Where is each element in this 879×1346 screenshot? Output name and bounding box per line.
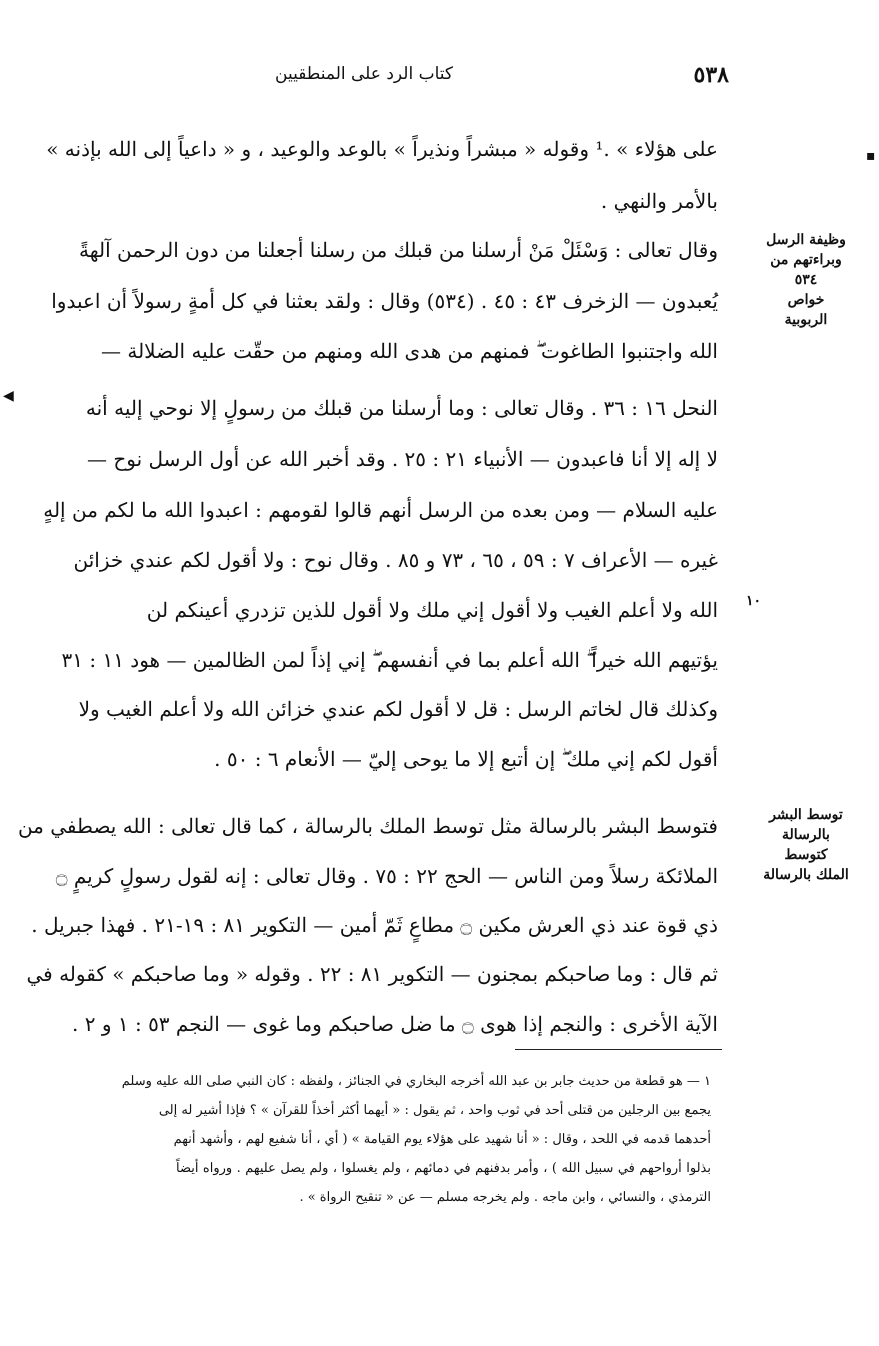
print-mark: ◀ bbox=[3, 388, 14, 404]
text-line: بالأمر والنهي . bbox=[600, 189, 718, 213]
text-line: وكذلك قال لخاتم الرسل : قل لا أقول لكم عندي خزائن الله ولا أعلم الغيب ولا bbox=[78, 697, 718, 721]
text-line: على هؤلاء » .¹ وقوله « مبشراً ونذيراً » بالوعد والوعيد ، و « داعياً إلى الله بإذنه » bbox=[46, 137, 718, 161]
text-line: غيره — الأعراف ٧ : ٥٩ ، ٦٥ ، ٧٣ و ٨٥ . وقال نوح : ولا أقول لكم عندي خزائن bbox=[73, 548, 718, 572]
page-title: كتاب الرد على المنطقيين bbox=[275, 64, 454, 84]
text-line: لا إله إلا أنا فاعبدون — الأنبياء ٢١ : ٢٥ . وقد أخبر الله عن أول الرسل نوح — bbox=[86, 447, 718, 471]
text-line: وقال تعالى : وَسْئَلْ مَنْ أرسلنا من قبلك من رسلنا أجعلنا من دون الرحمن آلهةً bbox=[79, 238, 718, 262]
text-line: عليه السلام — ومن بعده من الرسل أنهم قالوا لقومهم : اعبدوا الله ما لكم من إلهٍ bbox=[43, 498, 718, 522]
text-line: النحل ١٦ : ٣٦ . وقال تعالى : وما أرسلنا من قبلك من رسولٍ إلا نوحي إليه أنه bbox=[85, 396, 718, 420]
footnote-line: أحدهما قدمه في اللحد ، وقال : « أنا شهيد على هؤلاء يوم القيامة » ( أي ، أنا شفيع لهم ، وأشهد أنهم bbox=[173, 1132, 711, 1147]
text-line: ذي قوة عند ذي العرش مكين ۝ مطاعٍ ثَمّ أمين — التكوير ٨١ : ١٩-٢١ . فهذا جبريل . bbox=[31, 913, 718, 937]
margin-note-messengers: وظيفة الرسل وبراءتهم من ٥٣٤ خواص الربوبية bbox=[766, 232, 846, 328]
text-line: الله واجتنبوا الطاغوت ۖ فمنهم من هدى الله ومنهم من حقّت عليه الضلالة — bbox=[101, 339, 718, 363]
text-line: يؤتيهم الله خيراً ۖ الله أعلم بما في أنفسهم ۖ إني إذاً لمن الظالمين — هود ١١ : ٣١ bbox=[61, 648, 718, 672]
footnote-line: يجمع بين الرجلين من قتلى أحد في ثوب واحد ، ثم يقول : « أيهما أكثر أخذاً للقرآن » ؟ فإذا أشير له إلى bbox=[158, 1103, 711, 1118]
text-line: الله ولا أعلم الغيب ولا أقول إني ملك ولا أقول للذين تزدري أعينكم لن bbox=[146, 598, 718, 622]
print-mark: ▪ bbox=[866, 148, 876, 164]
text-line: فتوسط البشر بالرسالة مثل توسط الملك بالرسالة ، كما قال تعالى : الله يصطفي من bbox=[17, 814, 718, 838]
margin-note-mediation: توسط البشر بالرسالة كتوسط الملك بالرسالة bbox=[763, 807, 849, 883]
footnote-separator bbox=[515, 1049, 722, 1050]
footnote-line: ١ — هو قطعة من حديث جابر بن عبد الله أخرجه البخاري في الجنائز ، ولفظه : كان النبي صلى الله عليه وسلم bbox=[121, 1074, 711, 1089]
footnote-line: الترمذي ، والنسائي ، وابن ماجه . ولم يخرجه مسلم — عن « تنقيح الرواة » . bbox=[299, 1190, 711, 1205]
text-line: يُعبدون — الزخرف ٤٣ : ٤٥ . (٥٣٤) وقال : ولقد بعثنا في كل أمةٍ رسولاً أن اعبدوا bbox=[51, 289, 718, 313]
line-number: ١٠ bbox=[745, 593, 761, 609]
text-line: الملائكة رسلاً ومن الناس — الحج ٢٢ : ٧٥ . وقال تعالى : إنه لقول رسولٍ كريمٍ ۝ bbox=[55, 864, 718, 888]
text-line: أقول لكم إني ملك ۖ إن أتبع إلا ما يوحى إليّ — الأنعام ٦ : ٥٠ . bbox=[214, 747, 718, 771]
footnote-line: بذلوا أرواحهم في سبيل الله ) ، وأمر بدفنهم في دمائهم ، ولم يغسلوا ، ولم يصل عليهم . ورواه أيضاً bbox=[176, 1161, 711, 1176]
page-number: ٥٣٨ bbox=[693, 62, 729, 88]
text-line: الآية الأخرى : والنجم إذا هوى ۝ ما ضل صاحبكم وما غوى — النجم ٥٣ : ١ و ٢ . bbox=[72, 1012, 718, 1036]
text-line: ثم قال : وما صاحبكم بمجنون — التكوير ٨١ : ٢٢ . وقوله « وما صاحبكم » كقوله في bbox=[26, 962, 718, 986]
